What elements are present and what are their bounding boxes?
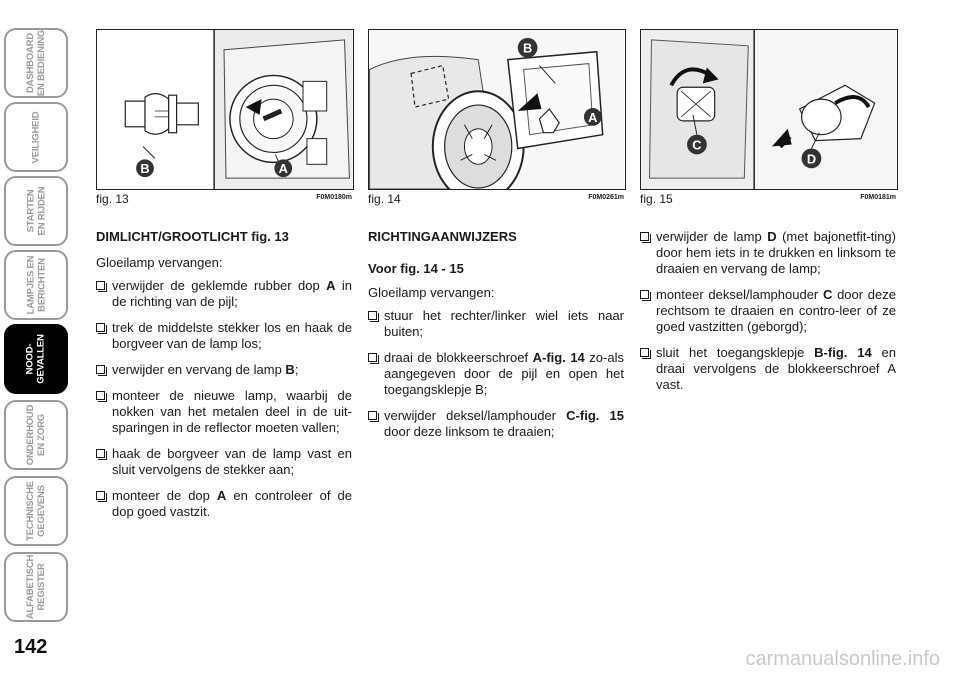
figure-label: fig. 15 xyxy=(640,192,673,206)
figure-code: F0M0261m xyxy=(588,194,624,201)
tab-dashboard[interactable] xyxy=(4,28,68,98)
section-subheading: Voor fig. 14 - 15 xyxy=(368,261,464,276)
section-heading: DIMLICHT/GROOTLICHT fig. 13 xyxy=(96,229,289,244)
figure-15-caption xyxy=(640,192,898,208)
tab-label: VEILIGHEID xyxy=(30,111,42,163)
page-number: 142 xyxy=(14,636,48,658)
watermark: carmanualsonline.info xyxy=(745,648,940,670)
list-item: monteer deksel/lamphouder C door deze rechtsom te draaien en contro-leer of ze goed vastzitten (geborgd); xyxy=(640,287,896,335)
callout-c: C xyxy=(692,137,702,153)
tab-label: NOOD- GEVALLEN xyxy=(24,334,47,384)
callout-a: A xyxy=(588,109,598,125)
tab-label: ONDERHOUD EN ZORG xyxy=(25,404,48,466)
section-richtingaanwijzers xyxy=(368,229,624,450)
list-item: draai de blokkeerschroef A-fig. 14 zo-als aangegeven door de pijl en open het toegangsklepje B; xyxy=(368,350,624,398)
list-item: trek de middelste stekker los en haak de borgveer van de lamp los; xyxy=(96,320,352,352)
figure-code: F0M0180m xyxy=(316,194,352,201)
tab-technische[interactable] xyxy=(4,476,68,546)
tab-label: DASHBOARD EN BEDIENING xyxy=(25,29,48,97)
tab-label: STARTEN EN RIJDEN xyxy=(24,186,47,236)
section-heading: RICHTINGAANWIJZERS xyxy=(368,229,517,244)
tab-onderhoud[interactable] xyxy=(4,400,68,470)
tab-noodgevallen[interactable] xyxy=(4,324,68,394)
step-list xyxy=(96,278,352,520)
intro-text: Gloeilamp vervangen: xyxy=(368,285,495,300)
tab-veiligheid[interactable] xyxy=(4,102,68,172)
tab-starten[interactable] xyxy=(4,176,68,246)
tab-register[interactable] xyxy=(4,552,68,622)
callout-b: B xyxy=(522,40,533,56)
step-list xyxy=(368,308,624,440)
tab-label: TECHNISCHE GEGEVENS xyxy=(24,481,47,541)
section-tabs xyxy=(0,0,72,677)
list-item: verwijder deksel/lamphouder C-fig. 15 door deze linksom te draaien; xyxy=(368,408,624,440)
section-dimlicht xyxy=(96,229,352,530)
callout-b: B xyxy=(140,161,150,177)
callout-d: D xyxy=(806,151,817,167)
tab-label: LAMPJES EN BERICHTEN xyxy=(25,255,47,315)
figure-14-caption xyxy=(368,192,626,208)
list-item: haak de borgveer van de lamp vast en sluit vervolgens de stekker aan; xyxy=(96,446,352,478)
figure-13-illustration xyxy=(96,29,354,190)
intro-text: Gloeilamp vervangen: xyxy=(96,255,223,270)
figure-label: fig. 14 xyxy=(368,192,401,206)
figure-14-illustration xyxy=(368,29,626,190)
tab-label: ALFABETISCH REGISTER xyxy=(25,554,47,620)
list-item: verwijder de geklemde rubber dop A in de richting van de pijl; xyxy=(96,278,352,310)
tab-lampjes[interactable] xyxy=(4,250,68,320)
list-item: monteer de nieuwe lamp, waarbij de nokken van het metalen deel in de uit-sparingen in de reflector moeten vallen; xyxy=(96,388,352,436)
step-list xyxy=(640,229,896,393)
list-item: sluit het toegangsklepje B-fig. 14 en draai vervolgens de blokkeerschroef A vast. xyxy=(640,345,896,393)
list-item: stuur het rechter/linker wiel iets naar buiten; xyxy=(368,308,624,340)
figure-13-caption xyxy=(96,192,354,208)
figure-code: F0M0181m xyxy=(860,194,896,201)
list-item: verwijder de lamp D (met bajonetfit-ting) door hem iets in te drukken en linksom te draaien en vervang de lamp; xyxy=(640,229,896,277)
figure-label: fig. 13 xyxy=(96,192,129,206)
list-item: verwijder en vervang de lamp B; xyxy=(96,362,352,378)
list-item: monteer de dop A en controleer of de dop goed vastzit. xyxy=(96,488,352,520)
callout-a: A xyxy=(278,161,288,177)
section-richtingaanwijzers-vervolg xyxy=(640,229,896,403)
figure-15-illustration xyxy=(640,29,898,190)
